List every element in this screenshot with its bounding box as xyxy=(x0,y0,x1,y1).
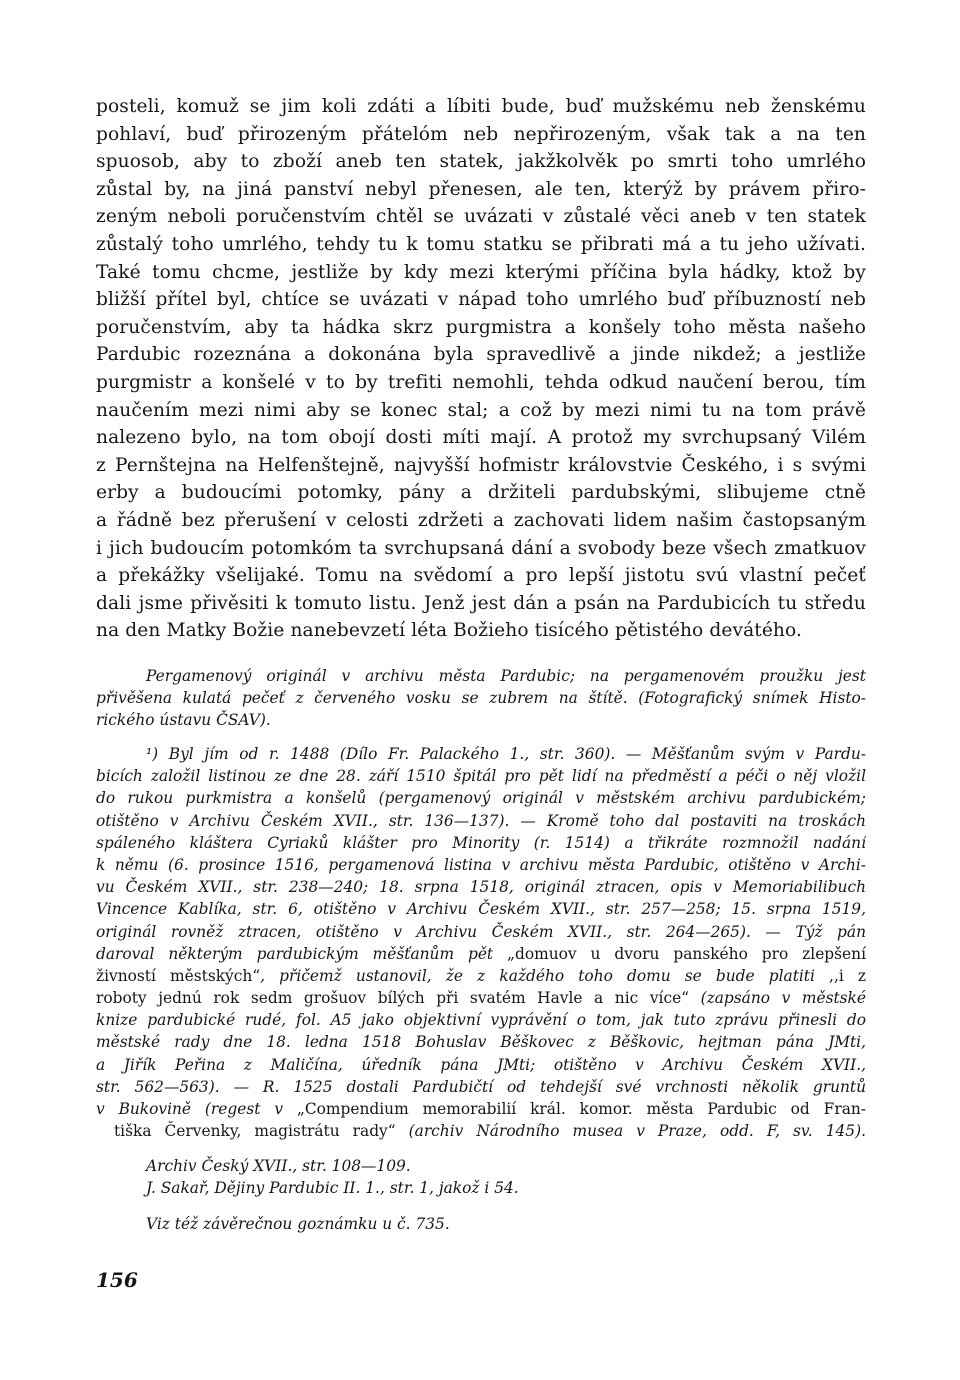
footnote-segment: „Compendium memorabilií král. komor. města Pardubic od Fran- xyxy=(296,1100,866,1118)
charter-line: bližší přítel byl, chtíce se uvázati v nápad toho umrlého buď příbuzností neb xyxy=(96,289,866,311)
footnote-segment: str. 562—563). — R. 1525 dostali Pardubičtí od tehdejší své vrchnosti několik gruntů xyxy=(96,1077,866,1096)
footnote-segment: daroval některým pardubickým měšťanům pět xyxy=(96,944,508,963)
charter-line: zůstalý toho umrlého, tehdy tu k tomu statku se přibrati má a tu jeho užívati. xyxy=(96,233,866,255)
footnote-segment: Vincence Kablíka, str. 6, otištěno v Archivu Českém XVII., str. 257—258; 15. srpna 1519, xyxy=(96,900,866,919)
footnote-line xyxy=(96,965,866,987)
charter-line: erby a budoucími potomky, pány a držiteli pardubskými, slibujeme ctně xyxy=(96,482,866,504)
footnote-line xyxy=(96,1031,866,1053)
footnote-segment: (archiv Národního musea v Praze, odd. F, sv. 145). xyxy=(395,1122,866,1141)
charter-line: posteli, komuž se jim koli zdáti a líbiti bude, buď mužskému neb ženskému xyxy=(96,96,866,117)
charter-line: dali jsme přivěsiti k tomuto listu. Jenž jest dán a psán na Pardubicích tu středu xyxy=(96,592,866,614)
footnote-line xyxy=(96,810,866,832)
charter-line: z Pernštejna na Helfenštejně, najvyšší hofmistr královstvie Českého, i s svými xyxy=(96,454,866,476)
footnote-segment: bicích založil listinou ze dne 28. září 1510 špitál pro pět lidí na předměstí a péči o něj vložil xyxy=(96,767,866,786)
footnote-segment: tiška Červenky, magistrátu rady“ xyxy=(114,1122,396,1141)
see-also-line: Viz též závěrečnou goznámku u č. 735. xyxy=(146,1215,450,1233)
charter-line: naučením mezi nimi aby se konec stal; a což by mezi nimi tu na tom právě xyxy=(96,399,866,421)
see-also-note xyxy=(96,1213,866,1235)
footnote-segment: ¹) Byl jím od r. 1488 (Dílo Fr. Palackého 1., str. 360). — Měšťanům svým v Pardu- xyxy=(146,745,866,763)
charter-text xyxy=(96,93,866,645)
references xyxy=(96,1155,866,1199)
footnote-segment: , přičemž ustanovil, že z každého toho domu se bude platiti xyxy=(260,966,830,985)
footnote-segment: otištěno v Archivu Českém XVII., str. 136—137). — Kromě toho dal postaviti na troskách xyxy=(96,811,866,830)
reference-line: J. Sakař, Dějiny Pardubic II. 1., str. 1, jakož i 54. xyxy=(146,1179,519,1198)
footnote-line xyxy=(96,921,866,943)
footnote-segment: v Bukovině (regest v xyxy=(96,1100,297,1118)
footnote-segment: ,,i z xyxy=(829,966,866,985)
charter-line: spuosob, aby to zboží aneb ten statek, jakžkolvěk po smrti toho umrlého xyxy=(96,151,866,173)
footnote-segment: k němu (6. prosince 1516, pergamenová listina v archivu města Pardubic, otištěno v Archi- xyxy=(96,855,866,874)
footnote-segment: originál rovněž ztracen, otištěno v Archivu Českém XVII., str. 264—265). — Týž pán xyxy=(96,922,866,941)
footnote-line xyxy=(96,1076,866,1098)
footnote-line xyxy=(96,743,866,765)
charter-line: i jich budoucím potomkóm ta svrchupsaná dání a svobody beze všech zmatkuov xyxy=(96,537,866,559)
footnote-line xyxy=(96,1098,866,1120)
footnote-line xyxy=(96,876,866,898)
footnote-line xyxy=(96,1054,866,1076)
footnote-line xyxy=(96,987,866,1009)
footnote-segment: do rukou purkmistra a konšelů (pergamenový originál v městském archivu pardubickém; xyxy=(96,789,866,808)
charter-line: poručenstvím, aby ta hádka skrz purgmistra a konšely toho města našeho xyxy=(96,316,866,338)
footnote-segment: roboty jednú rok sedm grošuov bílých při svatém Havle a nic více“ xyxy=(96,989,690,1008)
footnote-segment: „domuov u dvoru panského pro zlepšení xyxy=(507,944,866,963)
source-line: přivěšena kulatá pečeť z červeného vosku se zubrem na štítě. (Fotografický snímek Histo- xyxy=(96,689,866,708)
page-number: 156 xyxy=(96,1268,138,1292)
charter-line: zeným neboli poručenstvím chtěl se uvázati v zůstalé věci aneb v ten statek xyxy=(96,206,866,228)
footnote-segment: knize pardubické rudé, fol. A5 jako objektivní vyprávění o tom, jak tuto zprávu přinesli do xyxy=(96,1011,866,1030)
charter-line: na den Matky Božie nanebevzetí léta Božieho tisícého pětistého devátého. xyxy=(96,620,802,642)
charter-line: a překážky všelijaké. Tomu na svědomí a pro lepší jistotu svú vlastní pečeť xyxy=(96,565,866,587)
footnote-line xyxy=(96,832,866,854)
footnote xyxy=(96,743,866,1142)
footnote-line xyxy=(96,898,866,920)
source-line: Pergamenový originál v archivu města Pardubic; na pergamenovém proužku jest xyxy=(146,667,866,685)
footnote-line xyxy=(96,1120,866,1142)
charter-line: Pardubic rozeznána a dokonána byla spravedlivě a jinde nikdež; a jestliže xyxy=(96,344,866,366)
footnote-line xyxy=(96,787,866,809)
charter-line: zůstal by, na jiná panství nebyl přenesen, ale ten, kterýž by právem přiro- xyxy=(96,178,866,200)
charter-line: purgmistr a konšelé v to by trefiti nemohli, tehda odkud naučení berou, tím xyxy=(96,371,866,393)
charter-line: pohlaví, buď přirozeným přátelóm neb nepřirozeným, však tak a na ten xyxy=(96,123,866,145)
footnote-line xyxy=(96,854,866,876)
reference-line: Archiv Český XVII., str. 108—109. xyxy=(146,1157,411,1175)
charter-line: a řádně bez přerušení v celosti zdržeti a zachovati lidem našim častopsaným xyxy=(96,509,866,531)
footnote-line xyxy=(96,1009,866,1031)
source-line: rického ústavu ČSAV). xyxy=(96,711,271,730)
footnote-segment: (zapsáno v městské xyxy=(689,989,866,1008)
source-note xyxy=(96,665,866,732)
charter-line: nalezeno bylo, na tom obojí dosti míti mají. A protož my svrchupsaný Vilém xyxy=(96,427,866,449)
footnote-segment: vu Českém XVII., str. 238—240; 18. srpna 1518, originál ztracen, opis v Memoriabilibuch xyxy=(96,878,866,897)
footnote-segment: živností městských“ xyxy=(96,966,261,985)
footnote-segment: a Jiřík Peřina z Maličína, úředník pána JMti; otištěno v Archivu Českém XVII., xyxy=(96,1055,866,1074)
footnote-line xyxy=(96,943,866,965)
charter-line: Také tomu chcme, jestliže by kdy mezi kterými příčina byla hádky, ktož by xyxy=(96,261,866,283)
footnote-segment: spáleného kláštera Cyriaků klášter pro Minority (r. 1514) a třikráte rozmnožil nadání xyxy=(96,833,866,852)
footnote-segment: městské rady dne 18. ledna 1518 Bohuslav Běškovec z Běškovic, hejtman pána JMti, xyxy=(96,1033,866,1052)
footnote-line xyxy=(96,765,866,787)
